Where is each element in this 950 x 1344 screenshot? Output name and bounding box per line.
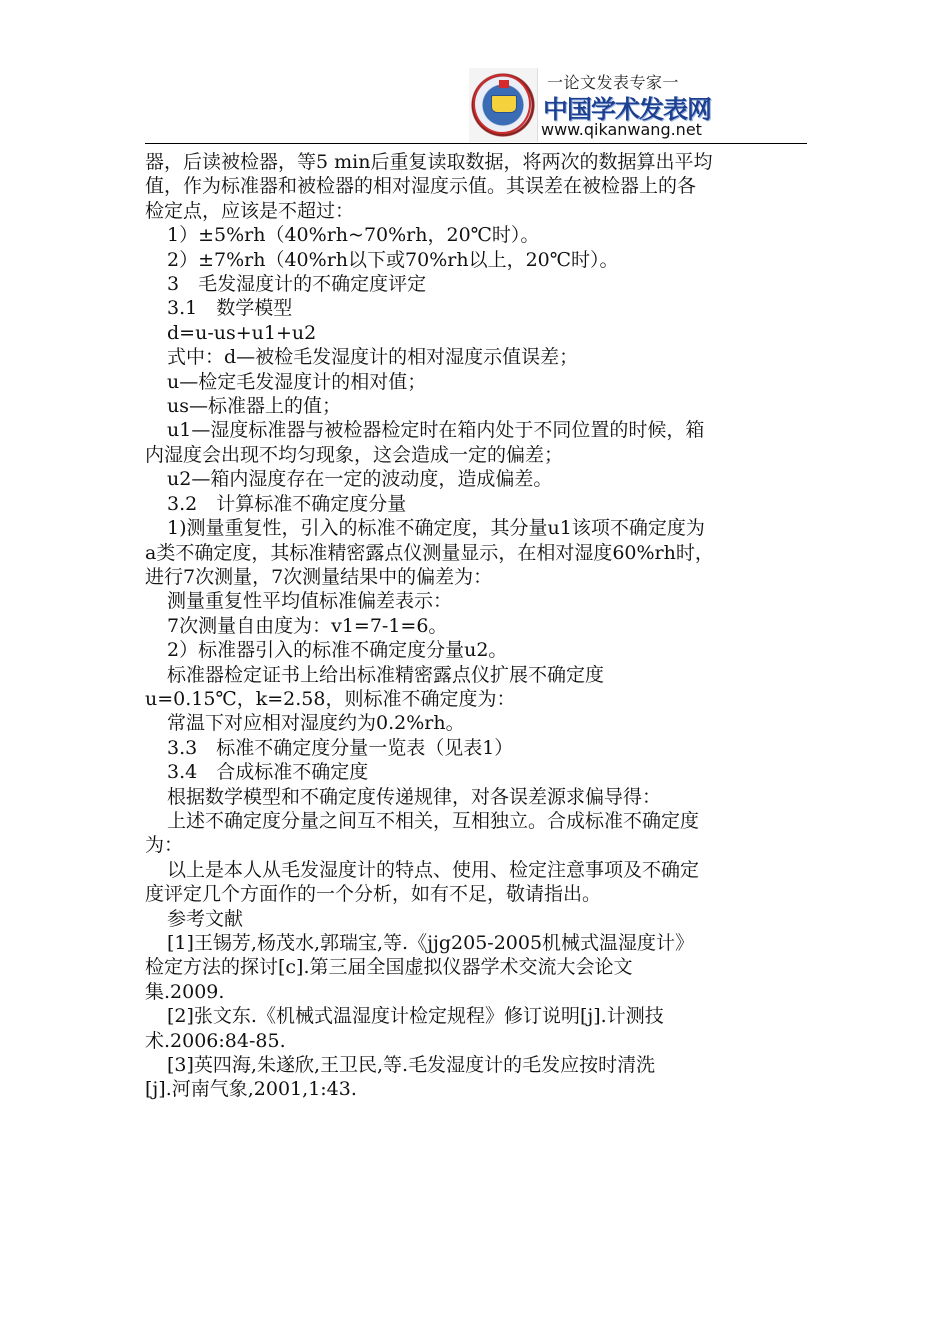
logo-text <box>539 68 712 142</box>
site-logo <box>469 68 712 142</box>
header-rule <box>145 143 807 144</box>
text-line: 2）标准器引入的标准不确定度分量u2。 <box>167 639 508 662</box>
text-line: 检定点，应该是不超过： <box>145 199 355 222</box>
text-line: 检定方法的探讨[c].第三届全国虚拟仪器学术交流大会论文 <box>145 956 633 979</box>
text-line: [1]王锡芳,杨茂水,郭瑞宝,等.《jjg205-2005机械式温湿度计》 <box>167 932 695 954</box>
text-line: a类不确定度，其标准精密露点仪测量显示，在相对湿度60%rh时， <box>145 541 714 564</box>
text-line: 式中：d—被检毛发湿度计的相对湿度示值误差； <box>167 346 579 369</box>
text-line: 测量重复性平均值标准偏差表示： <box>167 590 453 613</box>
text-line: u=0.15℃，k=2.58，则标准不确定度为： <box>145 687 516 710</box>
text-line: 术.2006:84-85. <box>145 1029 286 1052</box>
text-line: [2]张文东.《机械式温湿度计检定规程》修订说明[j].计测技 <box>167 1005 664 1028</box>
logo-seal-icon <box>469 68 538 142</box>
text-line: 为： <box>145 834 184 857</box>
text-line: 集.2009. <box>145 980 225 1003</box>
logo-name: 中国学术发表网 <box>543 95 712 124</box>
text-line: 7次测量自由度为：v1=7-1=6。 <box>167 614 448 637</box>
logo-slogan: 一论文发表专家一 <box>547 73 680 92</box>
text-line: 常温下对应相对湿度约为0.2%rh。 <box>167 712 465 735</box>
text-line: 上述不确定度分量之间互不相关，互相独立。合成标准不确定度 <box>167 809 700 832</box>
text-line: 3.1 数学模型 <box>167 297 293 320</box>
text-line: 根据数学模型和不确定度传递规律，对各误差源求偏导得： <box>167 785 662 808</box>
text-line: [3]英四海,朱遂欣,王卫民,等.毛发湿度计的毛发应按时清洗 <box>167 1054 656 1077</box>
document-body <box>145 150 805 1102</box>
text-line: 以上是本人从毛发湿度计的特点、使用、检定注意事项及不确定 <box>167 858 700 881</box>
text-line: 值，作为标准器和被检器的相对湿度示值。其误差在被检器上的各 <box>145 175 697 198</box>
text-line: u1—湿度标准器与被检器检定时在箱内处于不同位置的时候，箱 <box>167 419 705 442</box>
text-line: 3.4 合成标准不确定度 <box>167 761 369 784</box>
text-line: 内湿度会出现不均匀现象，这会造成一定的偏差； <box>145 443 564 466</box>
text-line: 1）±5%rh（40%rh~70%rh，20℃时）。 <box>167 224 540 247</box>
text-line: 3.3 标准不确定度分量一览表（见表1） <box>167 736 514 759</box>
text-line: 1)测量重复性，引入的标准不确定度，其分量u1该项不确定度为 <box>167 517 705 540</box>
text-line: us—标准器上的值； <box>167 395 341 418</box>
text-line: 进行7次测量，7次测量结果中的偏差为： <box>145 565 493 588</box>
text-line: 3 毛发湿度计的不确定度评定 <box>167 273 427 296</box>
logo-url: www.qikanwang.net <box>541 120 702 139</box>
text-line: 标准器检定证书上给出标准精密露点仪扩展不确定度 <box>167 663 605 686</box>
text-line: 度评定几个方面作的一个分析，如有不足，敬请指出。 <box>145 883 602 906</box>
text-line: u2—箱内湿度存在一定的波动度，造成偏差。 <box>167 468 553 491</box>
text-line: 器，后读被检器，等5 min后重复读取数据，将两次的数据算出平均 <box>145 151 713 173</box>
text-line: u—检定毛发湿度计的相对值； <box>167 370 427 393</box>
text-line: 参考文献 <box>167 907 244 930</box>
text-line: 3.2 计算标准不确定度分量 <box>167 492 407 515</box>
text-line: [j].河南气象,2001,1:43. <box>145 1078 357 1101</box>
text-line: 2）±7%rh（40%rh以下或70%rh以上，20℃时）。 <box>167 248 619 271</box>
text-line: d=u-us+u1+u2 <box>167 321 317 344</box>
